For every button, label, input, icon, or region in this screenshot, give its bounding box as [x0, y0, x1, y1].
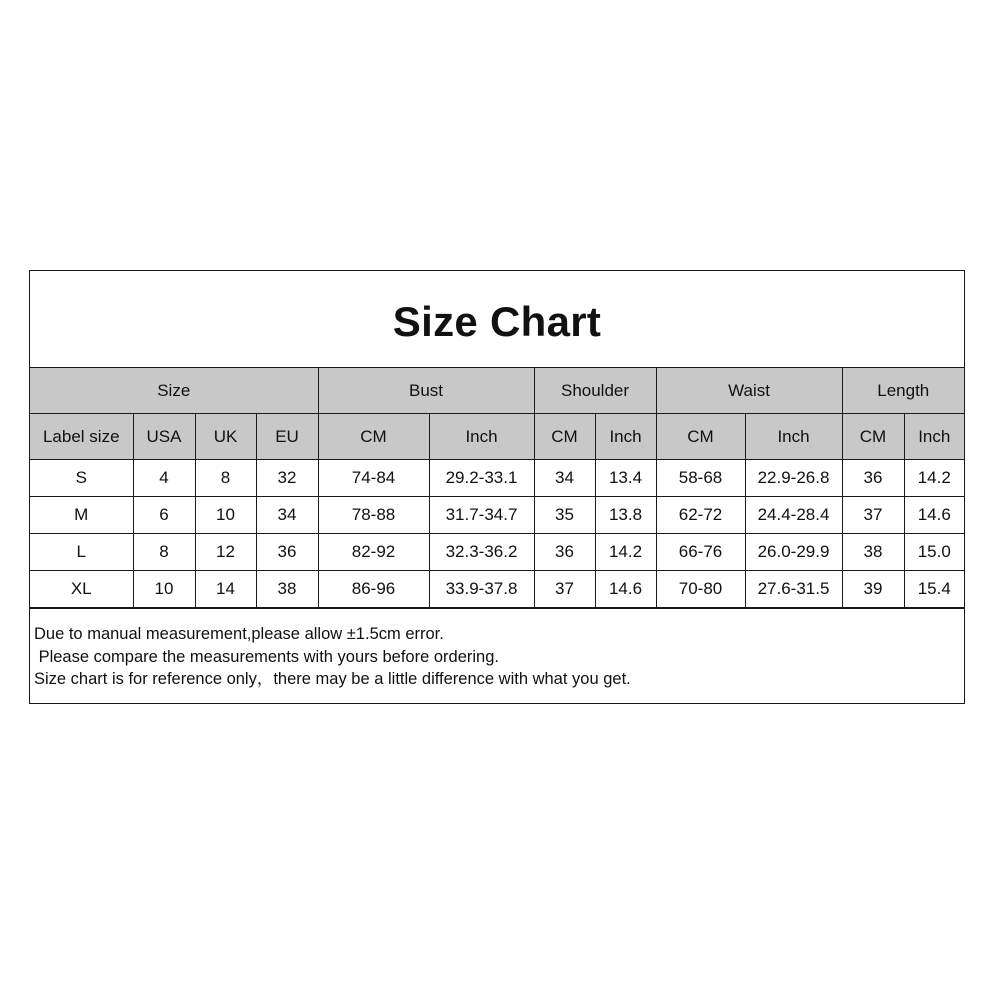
table-cell: 8 [195, 460, 256, 497]
table-cell: 39 [842, 571, 904, 608]
table-cell: 12 [195, 534, 256, 571]
table-cell: 29.2-33.1 [429, 460, 534, 497]
table-cell: 14.2 [595, 534, 656, 571]
table-cell: 26.0-29.9 [745, 534, 842, 571]
group-header-waist: Waist [656, 368, 842, 414]
table-cell: 14.6 [904, 497, 964, 534]
table-cell: 32 [256, 460, 318, 497]
sub-header-cell: CM [842, 414, 904, 460]
table-cell: 32.3-36.2 [429, 534, 534, 571]
sub-header-cell: Label size [30, 414, 133, 460]
table-cell: XL [30, 571, 133, 608]
notes [30, 608, 964, 703]
table-cell: 27.6-31.5 [745, 571, 842, 608]
group-header-size: Size [30, 368, 318, 414]
table-cell: 58-68 [656, 460, 745, 497]
table-cell: L [30, 534, 133, 571]
sub-header-cell: EU [256, 414, 318, 460]
sub-header-cell: UK [195, 414, 256, 460]
table-cell: 78-88 [318, 497, 429, 534]
table-cell: M [30, 497, 133, 534]
sub-header-cell: USA [133, 414, 195, 460]
table-cell: 70-80 [656, 571, 745, 608]
group-header-bust: Bust [318, 368, 534, 414]
sub-header-cell: CM [656, 414, 745, 460]
sub-header-cell: CM [534, 414, 595, 460]
table-cell: 86-96 [318, 571, 429, 608]
table-cell: 37 [534, 571, 595, 608]
table-cell: 38 [842, 534, 904, 571]
table-cell: 38 [256, 571, 318, 608]
table-cell: 13.4 [595, 460, 656, 497]
note-line: Size chart is for reference only，there may be a little difference with what you get. [34, 670, 631, 688]
table-cell: 10 [195, 497, 256, 534]
table-cell: 37 [842, 497, 904, 534]
table-cell: 74-84 [318, 460, 429, 497]
table-cell: 36 [842, 460, 904, 497]
sub-header-row [30, 414, 964, 460]
table-cell: 24.4-28.4 [745, 497, 842, 534]
table-cell: 8 [133, 534, 195, 571]
table-cell: 34 [534, 460, 595, 497]
table-cell: 34 [256, 497, 318, 534]
table-row [30, 497, 964, 534]
size-table [30, 368, 964, 608]
table-cell: 15.4 [904, 571, 964, 608]
table-cell: 31.7-34.7 [429, 497, 534, 534]
table-cell: 36 [534, 534, 595, 571]
table-cell: 66-76 [656, 534, 745, 571]
table-cell: 22.9-26.8 [745, 460, 842, 497]
table-cell: 82-92 [318, 534, 429, 571]
note-line: Please compare the measurements with yours before ordering. [34, 647, 499, 666]
title-row [30, 271, 964, 368]
chart-title: Size Chart [392, 298, 602, 345]
table-cell: 13.8 [595, 497, 656, 534]
sub-header-cell: Inch [904, 414, 964, 460]
table-cell: 14 [195, 571, 256, 608]
sub-header-cell: CM [318, 414, 429, 460]
table-cell: 4 [133, 460, 195, 497]
group-header-shoulder: Shoulder [534, 368, 656, 414]
sub-header-cell: Inch [429, 414, 534, 460]
table-cell: 14.2 [904, 460, 964, 497]
table-cell: 36 [256, 534, 318, 571]
table-cell: 14.6 [595, 571, 656, 608]
table-cell: 33.9-37.8 [429, 571, 534, 608]
size-chart [29, 270, 965, 704]
table-row [30, 460, 964, 497]
table-cell: 10 [133, 571, 195, 608]
group-header-length: Length [842, 368, 964, 414]
group-header-row [30, 368, 964, 414]
note-line: Due to manual measurement,please allow ±1.5cm error. [34, 625, 444, 643]
sub-header-cell: Inch [745, 414, 842, 460]
table-cell: S [30, 460, 133, 497]
table-cell: 35 [534, 497, 595, 534]
sub-header-cell: Inch [595, 414, 656, 460]
table-cell: 62-72 [656, 497, 745, 534]
table-row [30, 534, 964, 571]
table-cell: 6 [133, 497, 195, 534]
table-row [30, 571, 964, 608]
table-cell: 15.0 [904, 534, 964, 571]
